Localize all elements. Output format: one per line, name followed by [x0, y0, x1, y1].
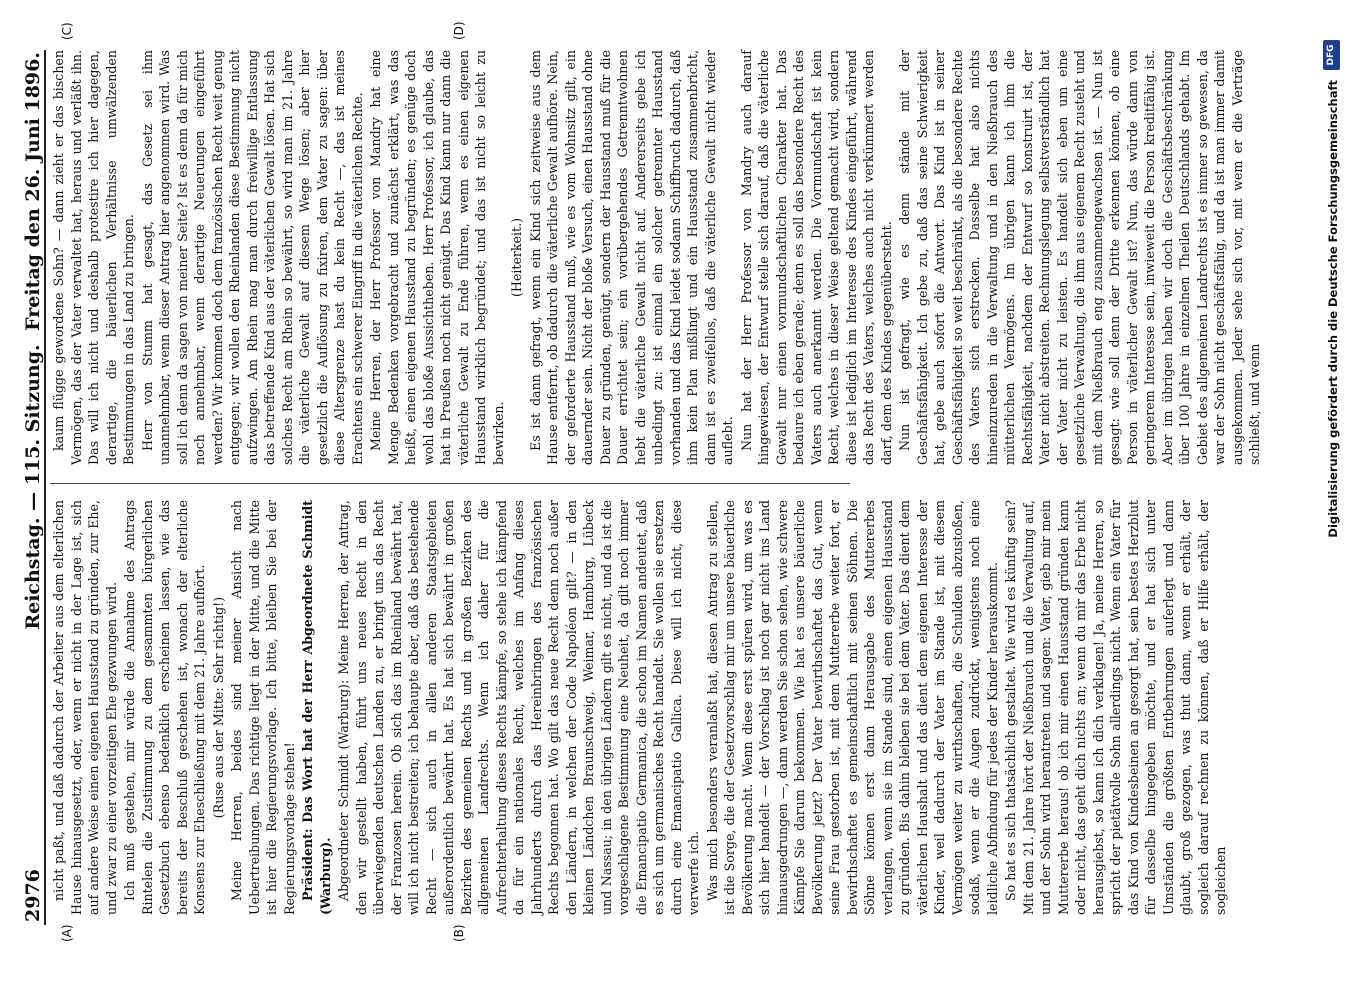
paragraph: Meine Herren, der Herr Professor von Mandry hat eine Menge Bedenken vorgebracht und zunächst erklärt, was das heißt, einen eigenen Hausstand zu begründen; es genüge doch wohl das bloße Aussichtheben. Herr Professor, ich glaube, das hat in Preußen noch nicht genügt. Das Kind kann nur dann die väterliche Gewalt zu Ende führen, wenn es einen eigenen Hausstand wirklich begründet; und das ist nicht so leicht zu bewirken.: [368, 50, 506, 465]
paragraph: Meine Herren, beides sind meiner Ansicht nach Uebertreibungen. Das richtige liegt in der Mitte, und die Mitte ist hier die Regierungsvorlage. Ich bitte, bleiben Sie bei der Regierungsvorlage stehen!: [229, 500, 297, 915]
paragraph: Es ist dann gefragt, wenn ein Kind sich zeitweise aus dem Hause entfernt, ob dadurch die väterliche Gewalt aufhöre. Nein, der geforderte Hausstand muß, wie es vom Wohnsitz gilt, ein dauernder sein. Nicht der bloße Versuch, einen Hausstand ohne Dauer zu gründen, genügt, sondern der Hausstand muß für die Dauer errichtet sein; ein vorübergehendes Getrenntwohnen hebt die väterliche Gewalt nicht auf. Andererseits gebe ich unbedingt zu: ist einmal ein solcher getrennter Hausstand vorhanden und das Kind leidet sodann Schiffbruch dadurch, daß ihm kein Plan mißlingt und ein Hausstand zusammenbricht, dann ist es zweifellos, daß die väterliche Gewalt nicht wieder auflebt.: [527, 50, 735, 465]
paragraph: Was mich besonders veranlaßt hat, diesen Antrag zu stellen, ist die Sorge, die der Gesetzvorschlag mir um unsere bäuerliche Bevölkerung macht. Wenn diese erst spüren wird, um was es sich hier handelt — der Vorschlag ist noch gar nicht ins Land hinausgedrungen —, dann werden Sie schon sehen, wie schwere Kämpfe Sie darum bekommen. Wie hat es unsere bäuerliche Bevölkerung jetzt? Der Vater bewirthschaftet das Gut, wenn seine Frau gestorben ist, mit dem Muttererbe weiter fort, er bewirthschaftet es gemeinschaftlich mit seinen Söhnen. Die Söhne können erst dann Herausgabe des Muttererbes verlangen, wenn sie im Stande sind, einen eigenen Hausstand zu gründen. Bis dahin bleiben sie bei dem Vater. Das dient dem väterlichen Haushalt und das dient dem eigenen Interesse der Kinder, weil dadurch der Vater im Stande ist, mit diesem Vermögen weiter zu wirthschaften, die Schulden abzustoßen, sodaß, wenn er die Augen zudrückt, wenigstens noch eine leidliche Abfindung für jedes der Kinder herauskommt.: [704, 500, 1000, 915]
paragraph: Abgeordneter Schmidt (Warburg): Meine Herren, der Antrag, den wir gestellt haben, führt uns neues Recht in den überwiegenden deutschen Landen zu, er bringt uns das Recht der Franzosen herein. Ob sich das im Rheinland bewährt hat, will ich nicht bestreiten; ich behaupte aber, daß das bestehende Recht — sich auch in allen anderen Staatsgebieten außerordentlich bewährt hat. Es hat sich bewährt in großen Bezirken des gemeinen Rechts und in großen Bezirken des allgemeinen Landrechts. Wenn ich daher für die Aufrechterhaltung dieses Rechts kämpfe, so stehe ich kämpfend da für ein nationales Recht, welches im Anfang dieses Jahrhunderts durch das Hereinbringen des französischen Rechts begonnen hat. Wo gilt das neue Recht denn noch außer den Ländern, in welchen der Code Napoléon gilt? — in den kleinen Ländchen Braunschweig, Weimar, Hamburg, Lübeck und Nassau; in den übrigen Ländern gilt es nicht, und da ist die vorgeschlagene Bestimmung eine Neuheit, da gilt noch immer die Emancipatio Germanica, die schon im Namen andeutet, daß es sich um germanisches Recht handelt. Sie wollen sie ersetzen durch eine Emancipatio Gallica. Diese will ich nicht, diese verwerfe ich.: [336, 500, 701, 915]
paragraph: Nun ist gefragt, wie es denn stände mit der Geschäftsfähigkeit. Ich gebe zu, daß das seine Schwierigkeit hat, gebe auch sofort die Antwort. Das Kind ist in seiner Geschäftsfähigkeit so weit beschränkt, als die besondere Rechte des Vaters sich erstrecken. Dasselbe hat also nichts hineinzureden in die Verwaltung und in den Nießbrauch des mütterlichen Vermögens. Im übrigen kann ich ihm die Rechtsfähigkeit, nachdem der Entwurf so konstruirt ist, der Vater nicht abstreiten. Rechnungslegung selbstverständlich hat der Vater nicht zu leisten. Es handelt sich eben um eine gesetzliche Verwaltung, die ihm aus eigenem Recht zusteht und mit dem Nießbrauch eng zusammengewachsen ist. — Nun ist gesagt: wie soll denn der Dritte erkennen können, ob eine Person in väterlicher Gewalt ist? Nun, das würde dann von geringerem Interesse sein, inwieweit die Person kreditfähig ist. Aber im übrigen haben wir doch die Geschäftsbeschränkung über 100 Jahre in einzelnen Theilen Deutschlands gehabt. Im Gebiet des allgemeinen Landrechts ist es immer so gewesen, da war der Sohn nicht geschäftsfähig, und da ist man immer damit ausgekommen. Jeder sehe sich vor, mit wem er die Verträge schließt, und wenn: [897, 50, 1262, 465]
session-title: Reichstag. — 115. Sitzung.: [22, 344, 44, 630]
session-date: Freitag den 26. Juni 1896.: [22, 52, 44, 331]
margin-marker-b: (B): [452, 924, 466, 942]
digitization-footer: [1322, 40, 1344, 940]
header-rule: [44, 50, 46, 925]
margin-marker-c: (C): [60, 22, 74, 40]
margin-marker-d: (D): [452, 21, 466, 40]
right-text-column: [50, 50, 1262, 465]
funding-note: Digitalisierung gefördert durch die Deutsche Forschungsgemeinschaft: [1326, 80, 1340, 538]
paragraph: So hat es sich thatsächlich gestaltet. Wie wird es künftig sein? Mit dem 21. Jahre hört der Nießbrauch und die Verwaltung auf, und der Sohn wird herantreten und sagen: Vater, gieb mir mein Muttererbe heraus! ob ich mir einen Hausstand gründen kann oder nicht, das geht dich nichts an; wenn du mir das Erbe nicht herausgiebst, so kann ich dich verklagen! Ja, meine Herren, so spricht der pietätvolle Sohn allerdings nicht. Wenn ein Vater für das Kind von Kindesbeinen an gesorgt hat, sein bestes Herzblut für dasselbe hingegeben möchte, und er hat sich unter Umständen die größten Entbehrungen auferlegt und dann glaubt, groß gezogen, was thut dann, wenn er erhält, der sogleich darauf rechnen zu können, daß er Hilfe erhält, der sogleichen: [1003, 500, 1228, 915]
paragraph: Nun hat der Herr Professor von Mandry auch darauf hingewiesen, der Entwurf stelle sich darauf, daß die väterliche Gewalt nur einen vormundschaftlichen Charakter hat. Das bedaure ich eben gerade; denn es soll das besondere Recht des Vaters auch anerkannt werden. Die Vormundschaft ist kein Recht, welches in dieser Weise geltend gemacht wird, sondern diese ist lediglich im Interesse des Kindes eingeführt, während das Recht des Vaters, welches auch nicht verkümmert werden darf, dem des Kindes gegenübersteht.: [738, 50, 894, 465]
paragraph: kaum flügge gewordene Sohn? — dann zieht er das bischen Vermögen, das der Vater verwaltet hat, heraus und verläßt ihn. Das will ich nicht und deshalb protestire ich hier dagegen, derartige, die bäuerlichen Verhältnisse umwälzenden Bestimmungen in das Land zu bringen.: [51, 50, 136, 465]
paragraph: nicht paßt, und daß dadurch der Arbeiter aus dem elterlichen Hause hinausgesetzt, oder, wenn er nicht in der Lage ist, sich auf andere Weise einen eigenen Hausstand zu gründen, zur Ehe, und zwar zu einer vorzeitigen Ehe gezwungen wird.: [51, 500, 119, 915]
margin-marker-a: (A): [60, 924, 74, 942]
dfg-logo: DFG: [1323, 40, 1340, 70]
interjection: (Heiterkeit.): [509, 218, 524, 297]
left-text-column: [50, 500, 1228, 915]
speaker-line: Präsident: Das Wort hat der Herr Abgeordnete Schmidt (Warburg).: [300, 500, 333, 915]
paragraph: Ich muß gestehen, mir würde die Annahme des Antrags Rintelen die Zustimmung zu dem gesammten bürgerlichen Gesetzbuch ebenso bedenklich erscheinen lassen, wie das bereits der Beschluß geschehen ist, wonach der elterliche Konsens zur Eheschließung mit dem 21. Jahre aufhört.: [122, 500, 207, 915]
column-divider: [50, 483, 850, 484]
page-number: 2976: [22, 869, 44, 922]
interjection: (Ruse aus der Mitte: Sehr richtig!): [210, 596, 226, 819]
paragraph: Herr von Stumm hat gesagt, das Gesetz sei ihm unannehmbar, wenn dieser Antrag hier angenommen wird. Was soll ich denn da sagen von meiner Seite? Ist es denn da für mich noch annehmbar, wenn derartige Neuerungen eingeführt werden? Wir kommen doch dem französischen Recht weit genug entgegen; wir wollen den Rheinlanden diese Bestimmung nicht aufzwingen. Am Rhein mag man durch freiwillige Entlassung das betreffende Kind aus der väterlichen Gewalt lösen. Hat sich solches Recht am Rhein so bewährt, so wird man im 21. Jahre die väterliche Gewalt auf diesem Wege lösen; aber hier gesetzlich die Auflösung zu fixiren, dem Vater zu sagen: über diese Altersgrenze hast du kein Recht —, das ist meines Erachtens ein schwerer Eingriff in die väterlichen Rechte.: [139, 50, 365, 465]
